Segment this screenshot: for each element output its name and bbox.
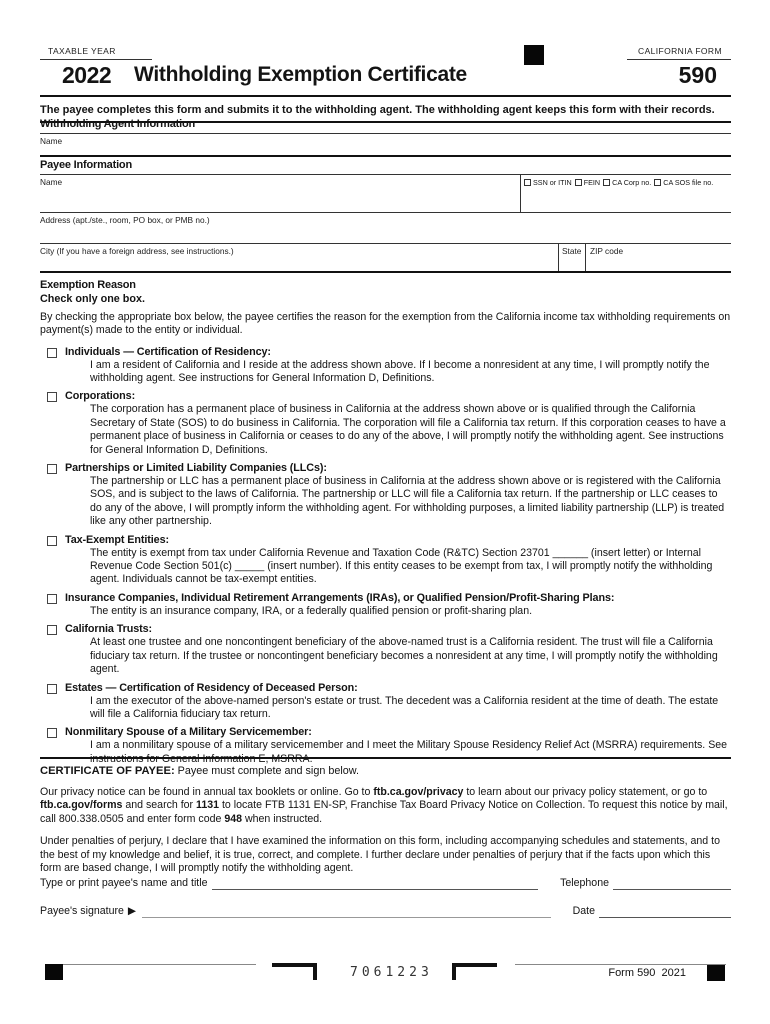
signature-row	[40, 905, 731, 918]
option-partnerships	[40, 462, 731, 529]
option-insurance	[40, 592, 731, 618]
california-trusts-body: At least one trustee and one noncontingent beneficiary of the above-named trust is a California resident. The trust will file a California fiduciary tax return. If the trustee or noncontingent beneficiary becomes a nonresident at any time, I will promptly notify the withholding agent.	[90, 636, 718, 676]
scanline-number: 7061223	[350, 965, 433, 980]
exemption-options-list	[40, 346, 731, 767]
ca-sos-option	[654, 178, 713, 187]
privacy-text-1: Our privacy notice can be found in annual tax booklets or online. Go to	[40, 786, 374, 798]
corporations-title: Corporations:	[65, 390, 136, 403]
insurance-body: The entity is an insurance company, IRA, or a federally qualified pension or profit-sharing plan.	[90, 604, 533, 617]
ca-corp-label: CA Corp no.	[612, 178, 652, 187]
corner-bracket-icon	[272, 963, 317, 980]
certificate-heading	[40, 765, 731, 777]
estates-body: I am the executor of the above-named person's estate or trust. The decedent was a California resident at the time of death. The estate will file a California fiduciary tax return.	[90, 694, 719, 720]
exemption-reason-section	[40, 277, 731, 771]
ca-sos-label: CA SOS file no.	[663, 178, 714, 187]
ssn-itin-option	[524, 178, 572, 187]
individuals-checkbox[interactable]	[47, 348, 57, 358]
check-only-one-box-text: Check only one box.	[40, 293, 145, 305]
registration-mark-square	[45, 964, 63, 980]
form-number: 590	[678, 62, 717, 88]
footer-rule-right	[515, 964, 726, 965]
signature-arrow-icon: ▶	[127, 905, 137, 917]
partnerships-title: Partnerships or Limited Liability Companies (LLCs):	[65, 462, 327, 475]
perjury-declaration-paragraph: Under penalties of perjury, I declare that I have examined the information on this form, including accompanying schedules and statements, and to the best of my knowledge and belief, it is true, correct, and complete. I further declare under penalties of perjury that if the facts upon which this form are based change, I will promptly notify the withholding agent.	[40, 835, 720, 875]
form-title: Withholding Exemption Certificate	[134, 63, 467, 86]
instruction-banner-text: The payee completes this form and submits it to the withholding agent. The withholding agent keeps this form with their records.	[40, 104, 715, 116]
privacy-link-ftb-privacy: ftb.ca.gov/privacy	[373, 786, 464, 798]
nonmilitary-spouse-checkbox[interactable]	[47, 728, 57, 738]
ca-sos-checkbox[interactable]	[654, 179, 661, 186]
estates-checkbox[interactable]	[47, 684, 57, 694]
date-label: Date	[572, 905, 595, 917]
individuals-title: Individuals — Certification of Residency:	[65, 345, 271, 358]
registration-mark-square	[524, 45, 544, 65]
option-individuals	[40, 346, 731, 386]
payee-address-field[interactable]	[40, 213, 731, 244]
name-title-input-line[interactable]	[212, 877, 539, 890]
ca-corp-checkbox[interactable]	[603, 179, 610, 186]
ssn-itin-label: SSN or ITIN	[533, 178, 572, 187]
corporations-checkbox[interactable]	[47, 392, 57, 402]
corporations-body: The corporation has a permanent place of business in California at the address shown above or is qualified through the California Secretary of State (SOS) to do business in California. The corporation will file a California tax return. If this corporation ceases to have a permanent place of business in California or ceases to do any of the above, I will promptly notify the withholding agent. See instructions for General Information D, Definitions.	[90, 403, 726, 456]
payee-name-label: Name	[40, 177, 63, 187]
nonmilitary-spouse-body: I am a nonmilitary spouse of a military servicemember and I meet the Military Spouse Residency Relief Act (MSRRA) requirements. See instructions for General Information E, MSRRA.	[90, 739, 728, 765]
name-title-label: Type or print payee's name and title	[40, 877, 208, 889]
registration-mark-square	[707, 965, 725, 981]
payee-id-type-cell	[520, 175, 731, 212]
form-footer	[0, 956, 770, 996]
fein-option	[575, 178, 600, 187]
payee-address-label: Address (apt./ste., room, PO box, or PMB no.)	[40, 215, 210, 225]
privacy-text-4: to locate FTB 1131 EN-SP, Franchise Tax Board Privacy Notice on Collection. To request this notice by mail, call 800.338.0505 and enter form code	[40, 799, 728, 825]
insurance-title: Insurance Companies, Individual Retirement Arrangements (IRAs), or Qualified Pension/Profit-Sharing Plans:	[65, 591, 615, 604]
payee-state-label: State	[562, 246, 582, 256]
exemption-intro-text: By checking the appropriate box below, the payee certifies the reason for the exemption from the California income tax withholding requirements on payment(s) made to the entity or individual.	[40, 311, 731, 337]
privacy-text-3: and search for	[122, 799, 197, 812]
partnerships-body: The partnership or LLC has a permanent place of business in California at the address shown above or is registered with the California SOS, and is subject to the laws of California. The partnership or LLC will file a California tax return. If the partnership or LLC ceases to do any of the above, I will promptly inform the withholding agent. For withholding purposes, a limited liability partnership (LLP) is treated like any other partnership.	[90, 475, 725, 528]
payee-signature-label: Payee's signature	[40, 905, 124, 917]
nonmilitary-spouse-title: Nonmilitary Spouse of a Military Servicemember:	[65, 726, 312, 739]
certificate-heading-rest: Payee must complete and sign below.	[174, 765, 359, 777]
taxable-year-value: 2022	[62, 62, 112, 88]
privacy-link-ftb-forms: ftb.ca.gov/forms	[40, 799, 123, 812]
option-corporations	[40, 390, 731, 457]
withholding-agent-section-title: Withholding Agent Information	[40, 116, 731, 134]
telephone-input-line[interactable]	[613, 877, 731, 890]
payee-city-state-zip-row	[40, 244, 731, 273]
payee-name-field[interactable]	[40, 175, 731, 213]
tax-exempt-body: The entity is exempt from tax under California Revenue and Taxation Code (R&TC) Section 23701 ______ (insert letter) or Internal Revenue Code Section 501(c) _____ (insert number). If this entity ceases to be exempt from tax, I will promptly notify the withholding agent. Individuals cannot be tax-exempt entities.	[90, 546, 713, 586]
signature-input-line[interactable]	[142, 905, 551, 918]
tax-exempt-title: Tax-Exempt Entities:	[65, 533, 169, 546]
tax-exempt-checkbox[interactable]	[47, 536, 57, 546]
telephone-label: Telephone	[560, 877, 609, 889]
date-input-line[interactable]	[599, 905, 731, 918]
privacy-code-948: 948	[224, 812, 243, 825]
certificate-of-payee-section	[40, 757, 731, 875]
name-title-row	[40, 877, 731, 890]
fein-checkbox[interactable]	[575, 179, 582, 186]
certificate-heading-bold: CERTIFICATE OF PAYEE:	[40, 765, 175, 777]
payee-zip-label: ZIP code	[590, 246, 624, 256]
payee-state-field[interactable]	[558, 244, 585, 271]
payee-city-label: City (If you have a foreign address, see instructions.)	[40, 246, 234, 256]
privacy-notice-paragraph	[40, 786, 731, 826]
california-trusts-checkbox[interactable]	[47, 625, 57, 635]
california-trusts-title: California Trusts:	[65, 623, 152, 636]
agent-name-label: Name	[40, 136, 63, 146]
california-form-label: CALIFORNIA FORM	[627, 46, 731, 60]
payee-zip-field[interactable]	[585, 244, 731, 271]
ca-corp-option	[603, 178, 651, 187]
ssn-itin-checkbox[interactable]	[524, 179, 531, 186]
privacy-code-1131: 1131	[196, 799, 220, 812]
insurance-checkbox[interactable]	[47, 594, 57, 604]
payee-section-title: Payee Information	[40, 157, 731, 175]
privacy-text-5: when instructed.	[242, 812, 323, 825]
privacy-text-2: to learn about our privacy policy statement, or go to	[463, 786, 708, 798]
option-tax-exempt	[40, 534, 731, 587]
individuals-body: I am a resident of California and I reside at the address shown above. If I become a nonresident at any time, I will promptly notify the withholding agent. See instructions for General Information D, Definitions.	[90, 358, 710, 384]
footer-rule-left	[63, 964, 256, 965]
partnerships-checkbox[interactable]	[47, 464, 57, 474]
payee-city-field[interactable]	[40, 244, 558, 271]
corner-bracket-icon	[452, 963, 497, 980]
payee-section	[40, 155, 731, 273]
exemption-section-title: Exemption Reason	[40, 279, 136, 291]
option-estates	[40, 682, 731, 722]
taxable-year-label: TAXABLE YEAR	[40, 46, 152, 60]
option-california-trusts	[40, 623, 731, 676]
estates-title: Estates — Certification of Residency of Deceased Person:	[65, 681, 358, 694]
form-reference-text: Form 590 2021	[608, 967, 686, 979]
fein-label: FEIN	[583, 178, 601, 187]
